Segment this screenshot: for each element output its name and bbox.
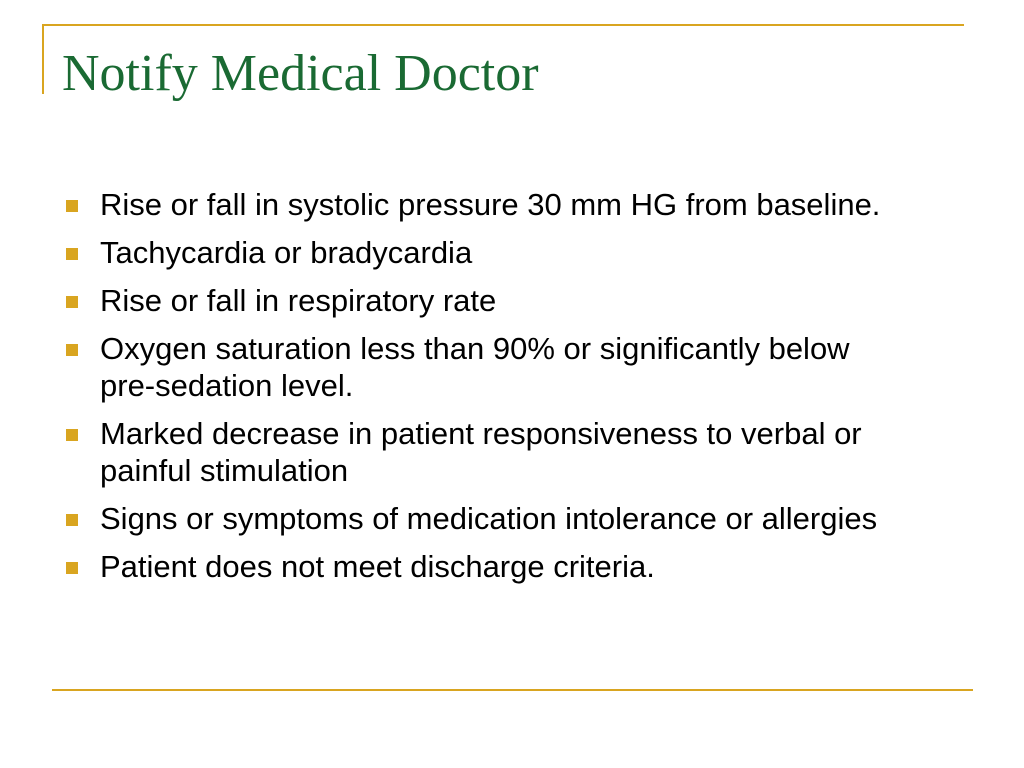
bullet-item — [66, 500, 896, 537]
square-bullet-icon — [66, 344, 78, 356]
bullet-text: Signs or symptoms of medication intolerance or allergies — [100, 501, 878, 536]
bullet-text: Oxygen saturation less than 90% or significantly below pre-sedation level. — [100, 331, 850, 403]
bullet-text: Marked decrease in patient responsiveness to verbal or painful stimulation — [100, 416, 862, 488]
bullet-text: Tachycardia or bradycardia — [100, 235, 473, 270]
bullet-item — [66, 234, 896, 271]
bullet-item — [66, 330, 896, 404]
square-bullet-icon — [66, 429, 78, 441]
bullet-item — [66, 282, 896, 319]
slide-title: Notify Medical Doctor — [62, 45, 539, 102]
bullet-text: Rise or fall in systolic pressure 30 mm HG from baseline. — [100, 187, 881, 222]
square-bullet-icon — [66, 296, 78, 308]
bullet-text: Rise or fall in respiratory rate — [100, 283, 497, 318]
square-bullet-icon — [66, 514, 78, 526]
bullet-item — [66, 548, 896, 585]
top-accent-rule — [42, 24, 964, 26]
bullet-item — [66, 415, 896, 489]
square-bullet-icon — [66, 562, 78, 574]
left-accent-rule — [42, 24, 44, 94]
square-bullet-icon — [66, 200, 78, 212]
bottom-accent-rule — [52, 689, 973, 691]
square-bullet-icon — [66, 248, 78, 260]
bullet-text: Patient does not meet discharge criteria. — [100, 549, 655, 584]
bullet-list — [66, 186, 896, 596]
bullet-item — [66, 186, 896, 223]
